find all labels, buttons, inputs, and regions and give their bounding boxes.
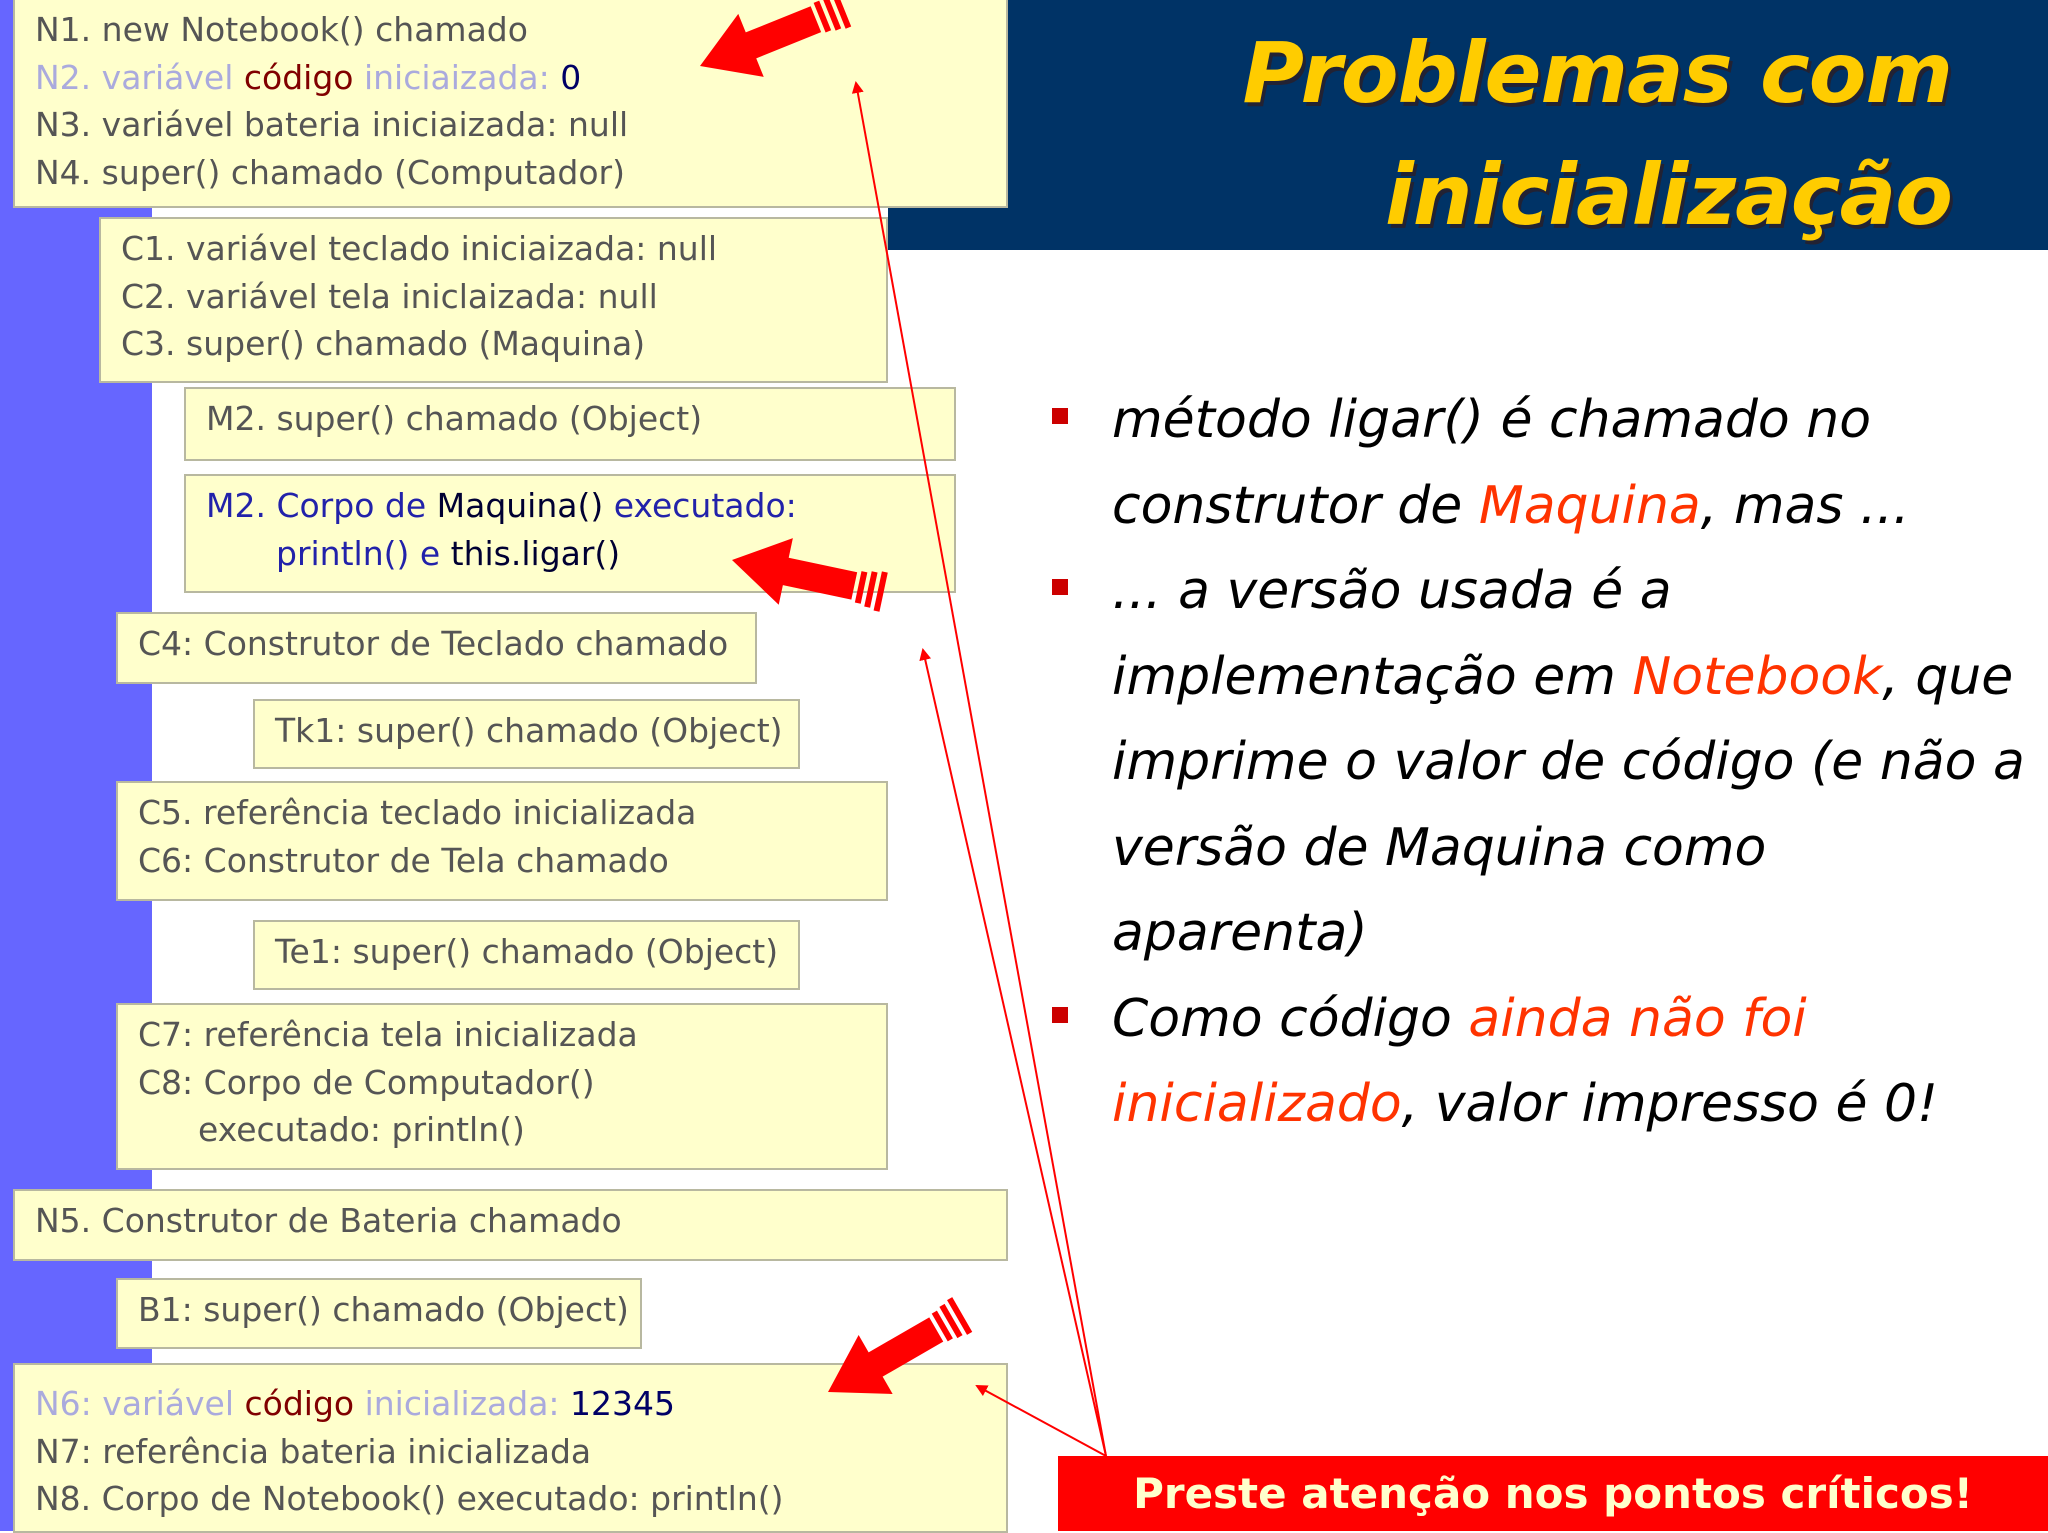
line-n8: N8. Corpo de Notebook() executado: println() [35, 1479, 784, 1518]
line-c1: C1. variável teclado iniciaizada: null [121, 229, 718, 268]
title-line-1: Problemas com [1242, 24, 1952, 122]
bullet-item-2: ... a versão usada é a implementação em Notebook, que imprime o valor de código (e não a versão de Maquina como aparenta) [1050, 549, 2030, 977]
bullet-item-1: método ligar() é chamado no construtor de Maquina, mas ... [1050, 378, 2030, 549]
line-tk1: Tk1: super() chamado (Object) [275, 711, 783, 750]
line-n5: N5. Construtor de Bateria chamado [35, 1201, 622, 1240]
line-c6: C6: Construtor de Tela chamado [138, 840, 669, 880]
line-c8: C8: Corpo de Computador() [138, 1062, 595, 1102]
pointer-line-n6 [977, 1386, 1106, 1456]
block-arrow-icon [687, 0, 856, 98]
line-n2: N2. variável código iniciaizada: 0 [35, 57, 582, 97]
block-arrow-icon [811, 1285, 979, 1421]
bullet-item-3: Como código ainda não foi inicializado, valor impresso é 0! [1050, 977, 2030, 1148]
line-n4: N4. super() chamado (Computador) [35, 152, 625, 192]
line-c2: C2. variável tela iniclaizada: null [121, 276, 658, 316]
line-te1: Te1: super() chamado (Object) [275, 932, 779, 971]
line-m2-super: M2. super() chamado (Object) [206, 399, 703, 438]
critical-points-banner: Preste atenção nos pontos críticos! [1058, 1456, 2048, 1531]
line-c8-cont: executado: println() [198, 1110, 525, 1149]
line-m2-body-2: println() e this.ligar() [276, 533, 621, 573]
line-c5: C5. referência teclado inicializada [138, 793, 697, 832]
line-c3: C3. super() chamado (Maquina) [121, 324, 646, 363]
line-n6: N6: variável código inicializada: 12345 [35, 1384, 676, 1423]
line-c7: C7: referência tela inicializada [138, 1015, 638, 1054]
line-b1: B1: super() chamado (Object) [138, 1290, 629, 1329]
line-n7: N7: referência bateria inicializada [35, 1431, 592, 1471]
line-n1: N1. new Notebook() chamado [35, 10, 528, 49]
line-m2-body-1: M2. Corpo de Maquina() executado: [206, 486, 797, 525]
line-n3: N3. variável bateria iniciaizada: null [35, 105, 629, 144]
title-line-2: inicialização [1384, 146, 1952, 244]
block-arrow-icon [725, 527, 891, 626]
pointer-line-n2 [856, 83, 1106, 1456]
line-c4: C4: Construtor de Teclado chamado [138, 624, 729, 663]
